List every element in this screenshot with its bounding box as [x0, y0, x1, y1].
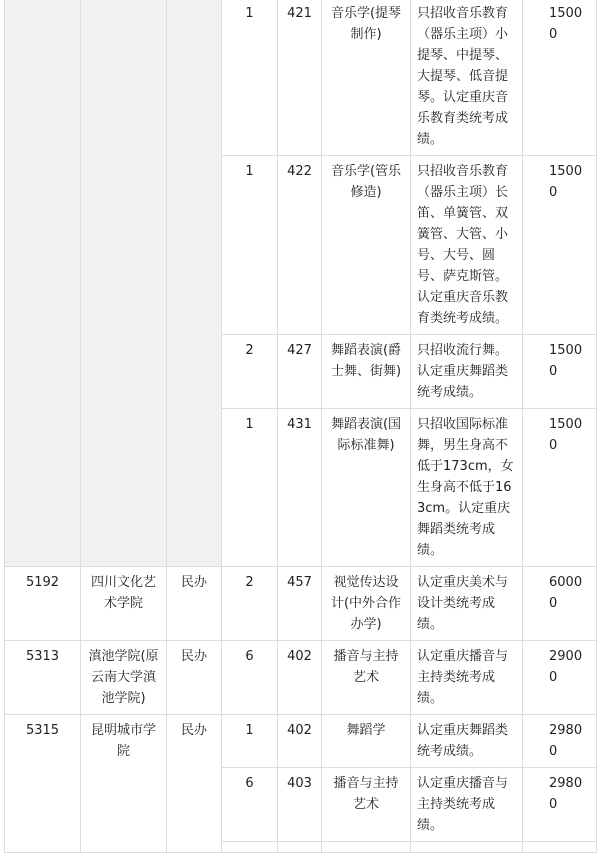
school-name-cell: 滇池学院(原云南大学滇池学院) — [81, 641, 167, 715]
school-name-cell: 四川文化艺术学院 — [81, 567, 167, 641]
major-code-cell: 457 — [278, 567, 322, 641]
major-code-cell: 431 — [278, 409, 322, 567]
major-name-cell: 播音与主持艺术 — [322, 641, 411, 715]
empty-cell — [322, 842, 411, 853]
tuition-cell: 60000 — [523, 567, 597, 641]
major-name-cell: 音乐学(提琴制作) — [322, 0, 411, 156]
major-name-cell: 舞蹈表演(国际标准舞) — [322, 409, 411, 567]
school-type-cell: 民办 — [167, 715, 222, 853]
major-name-cell: 舞蹈学 — [322, 715, 411, 768]
tuition-cell: 15000 — [523, 335, 597, 409]
remark-cell: 只招收音乐教育（器乐主项）小提琴、中提琴、大提琴、低音提琴。认定重庆音乐教育类统考成绩。 — [411, 0, 523, 156]
empty-cell — [222, 842, 278, 853]
remark-cell: 认定重庆美术与设计类统考成绩。 — [411, 567, 523, 641]
major-code-cell: 402 — [278, 715, 322, 768]
enroll-count-cell: 6 — [222, 768, 278, 842]
enroll-count-cell: 2 — [222, 567, 278, 641]
school-type-cell-continued — [167, 0, 222, 567]
school-id-cell: 5192 — [5, 567, 81, 641]
remark-cell: 认定重庆播音与主持类统考成绩。 — [411, 641, 523, 715]
major-name-cell: 播音与主持艺术 — [322, 768, 411, 842]
table-row — [5, 641, 597, 715]
school-id-cell: 5315 — [5, 715, 81, 853]
enroll-count-cell: 2 — [222, 335, 278, 409]
major-code-cell: 422 — [278, 156, 322, 335]
major-code-cell: 427 — [278, 335, 322, 409]
table-row — [5, 715, 597, 768]
school-type-cell: 民办 — [167, 641, 222, 715]
enroll-count-cell: 1 — [222, 156, 278, 335]
table-row — [5, 567, 597, 641]
empty-cell — [278, 842, 322, 853]
school-id-cell: 5313 — [5, 641, 81, 715]
tuition-cell: 15000 — [523, 0, 597, 156]
school-name-cell-continued — [81, 0, 167, 567]
empty-cell — [411, 842, 523, 853]
major-name-cell: 音乐学(管乐修造) — [322, 156, 411, 335]
admissions-table-viewport — [4, 0, 596, 833]
major-code-cell: 402 — [278, 641, 322, 715]
tuition-cell: 29800 — [523, 715, 597, 768]
school-id-cell-continued — [5, 0, 81, 567]
remark-cell: 认定重庆舞蹈类统考成绩。 — [411, 715, 523, 768]
school-type-cell: 民办 — [167, 567, 222, 641]
tuition-cell: 29800 — [523, 768, 597, 842]
enroll-count-cell: 6 — [222, 641, 278, 715]
remark-cell: 只招收国际标准舞，男生身高不低于173cm，女生身高不低于163cm。认定重庆舞蹈类统考成绩。 — [411, 409, 523, 567]
table-row — [5, 0, 597, 156]
empty-cell — [523, 842, 597, 853]
school-name-cell: 昆明城市学院 — [81, 715, 167, 853]
remark-cell: 认定重庆播音与主持类统考成绩。 — [411, 768, 523, 842]
enroll-count-cell: 1 — [222, 0, 278, 156]
major-code-cell: 421 — [278, 0, 322, 156]
tuition-cell: 15000 — [523, 156, 597, 335]
major-name-cell: 视觉传达设计(中外合作办学) — [322, 567, 411, 641]
tuition-cell: 15000 — [523, 409, 597, 567]
major-name-cell: 舞蹈表演(爵士舞、街舞) — [322, 335, 411, 409]
remark-cell: 只招收音乐教育（器乐主项）长笛、单簧管、双簧管、大管、小号、大号、圆号、萨克斯管。认定重庆音乐教育类统考成绩。 — [411, 156, 523, 335]
tuition-cell: 29000 — [523, 641, 597, 715]
major-code-cell: 403 — [278, 768, 322, 842]
remark-cell: 只招收流行舞。认定重庆舞蹈类统考成绩。 — [411, 335, 523, 409]
enroll-count-cell: 1 — [222, 715, 278, 768]
admissions-table — [4, 0, 597, 853]
enroll-count-cell: 1 — [222, 409, 278, 567]
